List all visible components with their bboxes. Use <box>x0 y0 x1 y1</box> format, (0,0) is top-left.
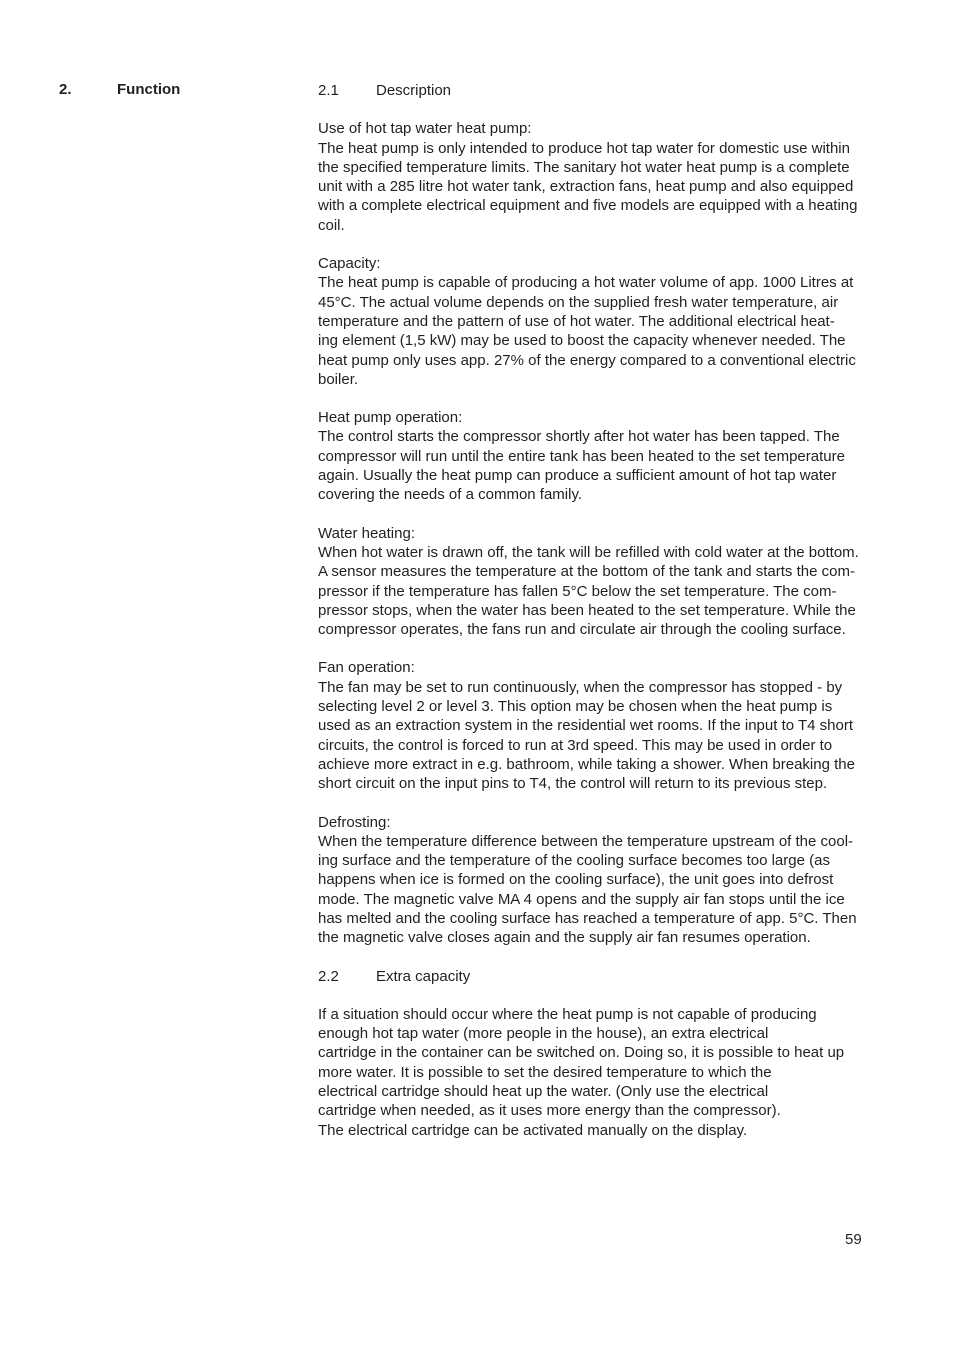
paragraph-heading: Heat pump operation: <box>318 409 463 427</box>
text-line: cartridge in the container can be switched on. Doing so, it is possible to heat up <box>318 1044 845 1062</box>
paragraph-heading: Capacity: <box>318 255 381 273</box>
paragraph-heat-pump-operation <box>318 408 908 504</box>
section-number: 2.2 <box>318 967 339 985</box>
text-line: compressor will run until the entire tank has been heated to the set temperature <box>318 447 845 465</box>
text-line: selecting level 2 or level 3. This option may be chosen when the heat pump is <box>318 698 833 716</box>
content-column <box>318 81 908 1159</box>
paragraph-heading: Use of hot tap water heat pump: <box>318 120 532 138</box>
text-line: The control starts the compressor shortly after hot water has been tapped. The <box>318 428 840 446</box>
text-line: the magnetic valve closes again and the supply air fan resumes operation. <box>318 929 811 947</box>
text-line: enough hot tap water (more people in the house), an extra electrical <box>318 1025 769 1043</box>
text-line: 45°C. The actual volume depends on the supplied fresh water temperature, air <box>318 293 839 311</box>
text-line: happens when ice is formed on the cooling surface), the unit goes into defrost <box>318 871 834 889</box>
text-line: The fan may be set to run continuously, when the compressor has stopped - by <box>318 678 843 696</box>
text-line: When the temperature difference between the temperature upstream of the cool- <box>318 832 854 850</box>
text-line: with a complete electrical equipment and five models are equipped with a heating <box>318 197 858 215</box>
text-line: coil. <box>318 216 345 234</box>
text-line: used as an extraction system in the residential wet rooms. If the input to T4 short <box>318 717 853 735</box>
section-number: 2.1 <box>318 82 339 99</box>
paragraph-heading: Defrosting: <box>318 813 391 831</box>
text-line: If a situation should occur where the heat pump is not capable of producing <box>318 1005 817 1023</box>
section-title: Extra capacity <box>376 967 471 985</box>
paragraph-heading: Fan operation: <box>318 659 415 677</box>
paragraph-defrosting <box>318 813 908 948</box>
text-line: ing element (1,5 kW) may be used to boost the capacity whenever needed. The <box>318 332 846 350</box>
text-line: When hot water is drawn off, the tank will be refilled with cold water at the bottom. <box>318 543 859 561</box>
text-line: pressor if the temperature has fallen 5°C below the set temperature. The com- <box>318 582 837 600</box>
paragraph-heading: Water heating: <box>318 524 415 542</box>
text-line: again. Usually the heat pump can produce a sufficient amount of hot tap water <box>318 467 837 485</box>
text-line: covering the needs of a common family. <box>318 486 583 504</box>
text-line: more water. It is possible to set the desired temperature to which the <box>318 1063 772 1081</box>
text-line: unit with a 285 litre hot water tank, extraction fans, heat pump and also equipped <box>318 178 854 196</box>
paragraph-water-heating <box>318 524 908 640</box>
text-line: A sensor measures the temperature at the bottom of the tank and starts the com- <box>318 563 855 581</box>
text-line: The electrical cartridge can be activated manually on the display. <box>318 1121 748 1139</box>
chapter-title: Function <box>117 81 181 98</box>
paragraph-extra-capacity <box>318 1005 908 1140</box>
section-heading-2-1 <box>318 81 908 100</box>
text-line: compressor operates, the fans run and circulate air through the cooling surface. <box>318 621 846 639</box>
paragraph-use-of-heat-pump <box>318 119 908 235</box>
paragraph-capacity <box>318 254 908 389</box>
text-line: The heat pump is only intended to produce hot tap water for domestic use within <box>318 139 850 157</box>
text-line: heat pump only uses app. 27% of the energy compared to a conventional electric <box>318 351 856 369</box>
text-line: boiler. <box>318 370 359 388</box>
section-title: Description <box>376 82 452 99</box>
text-line: has melted and the cooling surface has reached a temperature of app. 5°C. Then <box>318 909 857 927</box>
text-line: achieve more extract in e.g. bathroom, while taking a shower. When breaking the <box>318 755 855 773</box>
section-heading-2-2 <box>318 967 908 986</box>
text-line: ing surface and the temperature of the cooling surface becomes too large (as <box>318 852 830 870</box>
chapter-number: 2. <box>59 81 72 98</box>
text-line: temperature and the pattern of use of hot water. The additional electrical heat- <box>318 312 835 330</box>
text-line: cartridge when needed, as it uses more energy than the compressor). <box>318 1102 781 1120</box>
text-line: mode. The magnetic valve MA 4 opens and the supply air fan stops until the ice <box>318 890 845 908</box>
page-number: 59 <box>845 1231 862 1248</box>
text-line: short circuit on the input pins to T4, the control will return to its previous step. <box>318 775 828 793</box>
text-line: electrical cartridge should heat up the water. (Only use the electrical <box>318 1083 769 1101</box>
text-line: The heat pump is capable of producing a hot water volume of app. 1000 Litres at <box>318 274 854 292</box>
text-line: circuits, the control is forced to run at 3rd speed. This may be used in order to <box>318 736 833 754</box>
text-line: pressor stops, when the water has been heated to the set temperature. While the <box>318 601 856 619</box>
text-line: the specified temperature limits. The sanitary hot water heat pump is a complete <box>318 158 850 176</box>
paragraph-fan-operation <box>318 658 908 793</box>
